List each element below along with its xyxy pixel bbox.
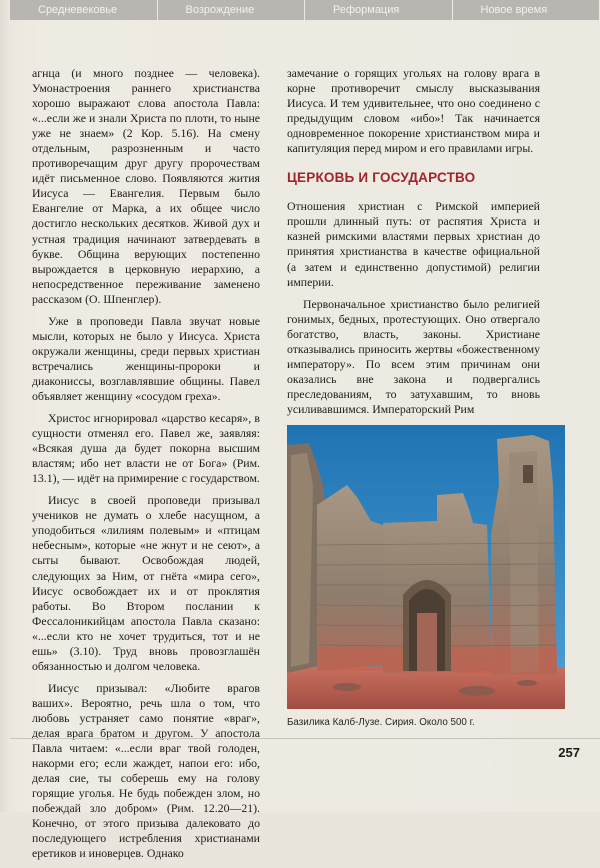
tab-modern-age[interactable]: Новое время <box>453 0 600 20</box>
right-column <box>287 66 540 424</box>
paragraph: Первоначальное христианство было религией гонимых, бедных, протестующих. Оно отвергало богатство, власть, законы. Христиане отказывались приносить жертвы «божественному императору». По всем этим причинам они оказались вне закона и подвергались преследованиям, то затухавшим, то вновь усиливавшимся. Императорский Рим <box>287 297 540 417</box>
page-number: 257 <box>520 745 580 760</box>
tab-renaissance[interactable]: Возрождение <box>158 0 306 20</box>
basilica-illustration <box>287 425 565 709</box>
chapter-tabs <box>10 0 600 20</box>
footer-rule <box>10 738 600 739</box>
tab-middle-ages[interactable]: Средневековье <box>10 0 158 20</box>
tab-reformation[interactable]: Реформация <box>305 0 453 20</box>
basilica-photo <box>287 425 565 709</box>
paragraph: агнца (и много позднее — человека). Умонастроения раннего христианства хорошо выражают слова апостола Павла: «...если же и знали Христа по плоти, то ныне уже не знаем» (2 Кор. 5.16). На смену отдельным, разрозненным и часто противоречащим друг другу пророчествам идёт письменное слово. Появляются жития Иисуса — Евангелия. Первым было Евангелие от Марка, а их общее число достигло нескольких десятков. Живой дух и устная традиция начинают затвердевать в букве. Община верующих постепенно вырождается в церковную иерархию, а непосредственное переживание заменено рассказом (О. Шпенглер). <box>32 66 260 307</box>
paragraph: Иисус в своей проповеди призывал учеников не думать о хлебе насущном, а уподобиться «лилиям полевым» и «птицам небесным», которые «не жнут и не сеют», а сыты бывают. Освобождая людей, следующих за Ним, от гнёта «мира сего», Иисус освобождает их и от проклятия работы. Во Втором послании к Фессалоникийцам апостола Павла сказано: «...если кто не хочет трудиться, тот и не ешь» (3.10). Труд вновь провозглашён обязанностью и долгом человека. <box>32 493 260 674</box>
paragraph: замечание о горящих угольях на голову врага в корне противоречит смыслу высказывания Иисуса. И тем удивительнее, что оно соединено с предыдущим словом «ибо»! Так начинается одновременное покорение христианством мира и капитуляция перед миром и его правилами игры. <box>287 66 540 156</box>
left-column <box>32 66 260 868</box>
paragraph: Иисус призывал: «Любите врагов ваших». Вероятно, речь шла о том, что любовь устраняет само понятие «враг», делая врага братом и другом. У апостола Павла читаем: «...если враг твой голоден, накорми его; если жаждет, напои его: ибо, делая сие, ты соберешь ему на голову горящие уголья. Не будь побежден злом, но побеждай зло добром» (Рим. 12.20—21). Конечно, от этого призыва далековато до последующего истребления христианами еретиков и иноверцев. Однако <box>32 681 260 862</box>
paragraph: Отношения христиан с Римской империей прошли длинный путь: от распятия Христа и казней римскими властями первых христиан до принятия христианства в качестве официальной (а затем и единственно допустимой) религии империи. <box>287 199 540 289</box>
paragraph: Христос игнорировал «царство кесаря», в сущности отменял его. Павел же, заявляя: «Всякая душа да будет покорна высшим властям; ибо нет власти не от Бога» (Рим. 13.1), — идёт на примирение с государством. <box>32 411 260 486</box>
section-heading: ЦЕРКОВЬ И ГОСУДАРСТВО <box>287 170 540 185</box>
photo-caption: Базилика Калб-Лузе. Сирия. Около 500 г. <box>287 717 567 728</box>
paragraph: Уже в проповеди Павла звучат новые мысли, которых не было у Иисуса. Христа окружали женщины, среди первых христиан встречались женщины-пророки и диакониссы, возглавлявшие общины. Павел объявляет женщину «сосудом греха». <box>32 314 260 404</box>
